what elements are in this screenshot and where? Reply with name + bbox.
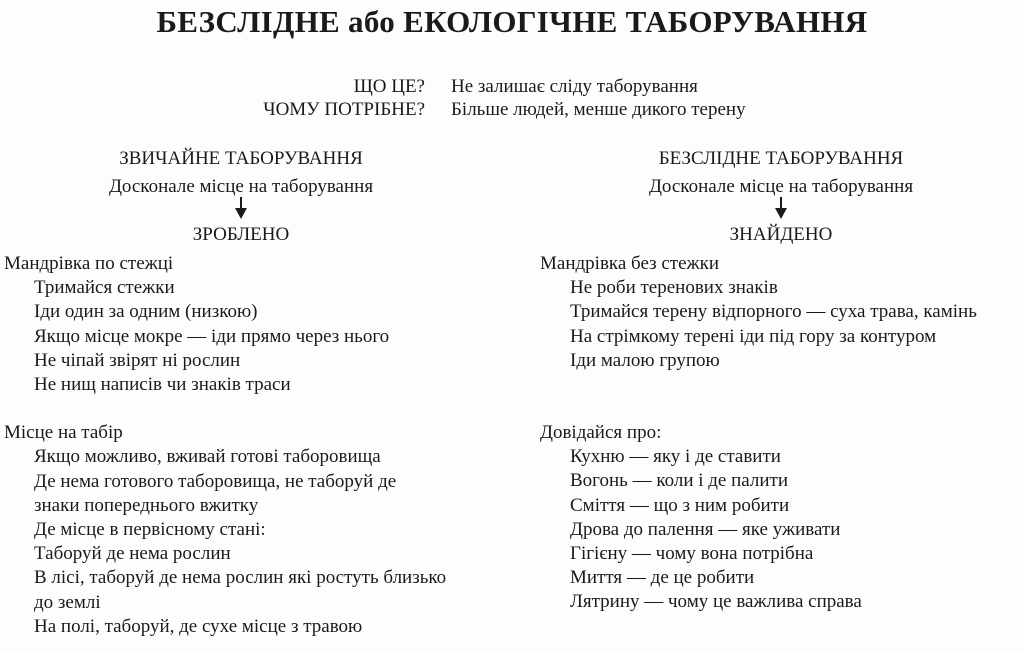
list-item: Кухню — яку і де ставити bbox=[570, 446, 781, 468]
list-item: Іди малою групою bbox=[570, 349, 720, 371]
list-item: Дрова до палення — яке уживати bbox=[570, 518, 841, 540]
list-gap bbox=[540, 397, 977, 421]
page-title: БЕЗСЛІДНЕ або ЕКОЛОГІЧНЕ ТАБОРУВАННЯ bbox=[156, 4, 868, 39]
list-item: Таборуй де нема рослин bbox=[34, 543, 231, 565]
right-heading: БЕЗСЛІДНЕ ТАБОРУВАННЯ bbox=[658, 148, 904, 169]
list-item: Де місце в первісному стані: bbox=[34, 519, 266, 541]
list-item: На стрімкому терені іди під гору за контуром bbox=[570, 325, 937, 347]
left-section2-title: Місце на табір bbox=[4, 422, 123, 444]
left-heading: ЗВИЧАЙНЕ ТАБОРУВАННЯ bbox=[119, 148, 363, 169]
list-item: Іди один за одним (низкою) bbox=[34, 301, 258, 323]
list-item: На полі, таборуй, де сухе місце з травою bbox=[34, 615, 363, 637]
definition-label-what: ЩО ЦЕ? bbox=[353, 76, 425, 97]
list-item: Вогонь — коли і де палити bbox=[570, 470, 789, 492]
list-item: Не чіпай звірят ні рослин bbox=[34, 349, 241, 371]
list-item: Не роби теренових знаків bbox=[570, 277, 778, 299]
list-item: Миття — де це робити bbox=[570, 567, 755, 589]
definition-value-why: Більше людей, менше дикого терену bbox=[451, 99, 746, 120]
list-item: В лісі, таборуй де нема рослин які ростуть близько bbox=[34, 567, 447, 589]
left-list bbox=[4, 252, 446, 639]
left-subheading: Досконале місце на таборування bbox=[108, 176, 374, 197]
list-item: знаки попереднього вжитку bbox=[34, 494, 259, 516]
right-down-arrow bbox=[780, 197, 782, 217]
right-section1-title: Мандрівка без стежки bbox=[540, 253, 720, 274]
right-section2-title: Довідайся про: bbox=[540, 422, 662, 444]
list-item: Де нема готового таборовища, не таборуй де bbox=[34, 470, 397, 492]
left-section1-title: Мандрівка по стежці bbox=[4, 253, 174, 274]
list-item: Гігієну — чому вона потрібна bbox=[570, 543, 814, 565]
definition-label-why: ЧОМУ ПОТРІБНЕ? bbox=[263, 99, 425, 120]
list-item: до землі bbox=[34, 591, 101, 613]
list-gap bbox=[540, 373, 977, 397]
list-item: Тримайся терену відпорного — суха трава, камінь bbox=[570, 301, 977, 323]
right-result: ЗНАЙДЕНО bbox=[729, 224, 833, 245]
list-item: Тримайся стежки bbox=[34, 277, 175, 299]
list-item: Якщо можливо, вживай готові таборовища bbox=[34, 446, 381, 468]
list-item: Лятрину — чому це важлива справа bbox=[570, 591, 862, 613]
list-item: Не нищ написів чи знаків траси bbox=[34, 374, 291, 396]
list-item: Сміття — що з ним робити bbox=[570, 494, 790, 516]
list-item: Якщо місце мокре — іди прямо через нього bbox=[34, 325, 390, 347]
right-list bbox=[540, 252, 977, 615]
left-down-arrow bbox=[240, 197, 242, 217]
right-subheading: Досконале місце на таборування bbox=[648, 176, 914, 197]
definition-value-what: Не залишає сліду таборування bbox=[451, 76, 698, 97]
left-result: ЗРОБЛЕНО bbox=[192, 224, 290, 245]
list-gap bbox=[4, 397, 446, 421]
